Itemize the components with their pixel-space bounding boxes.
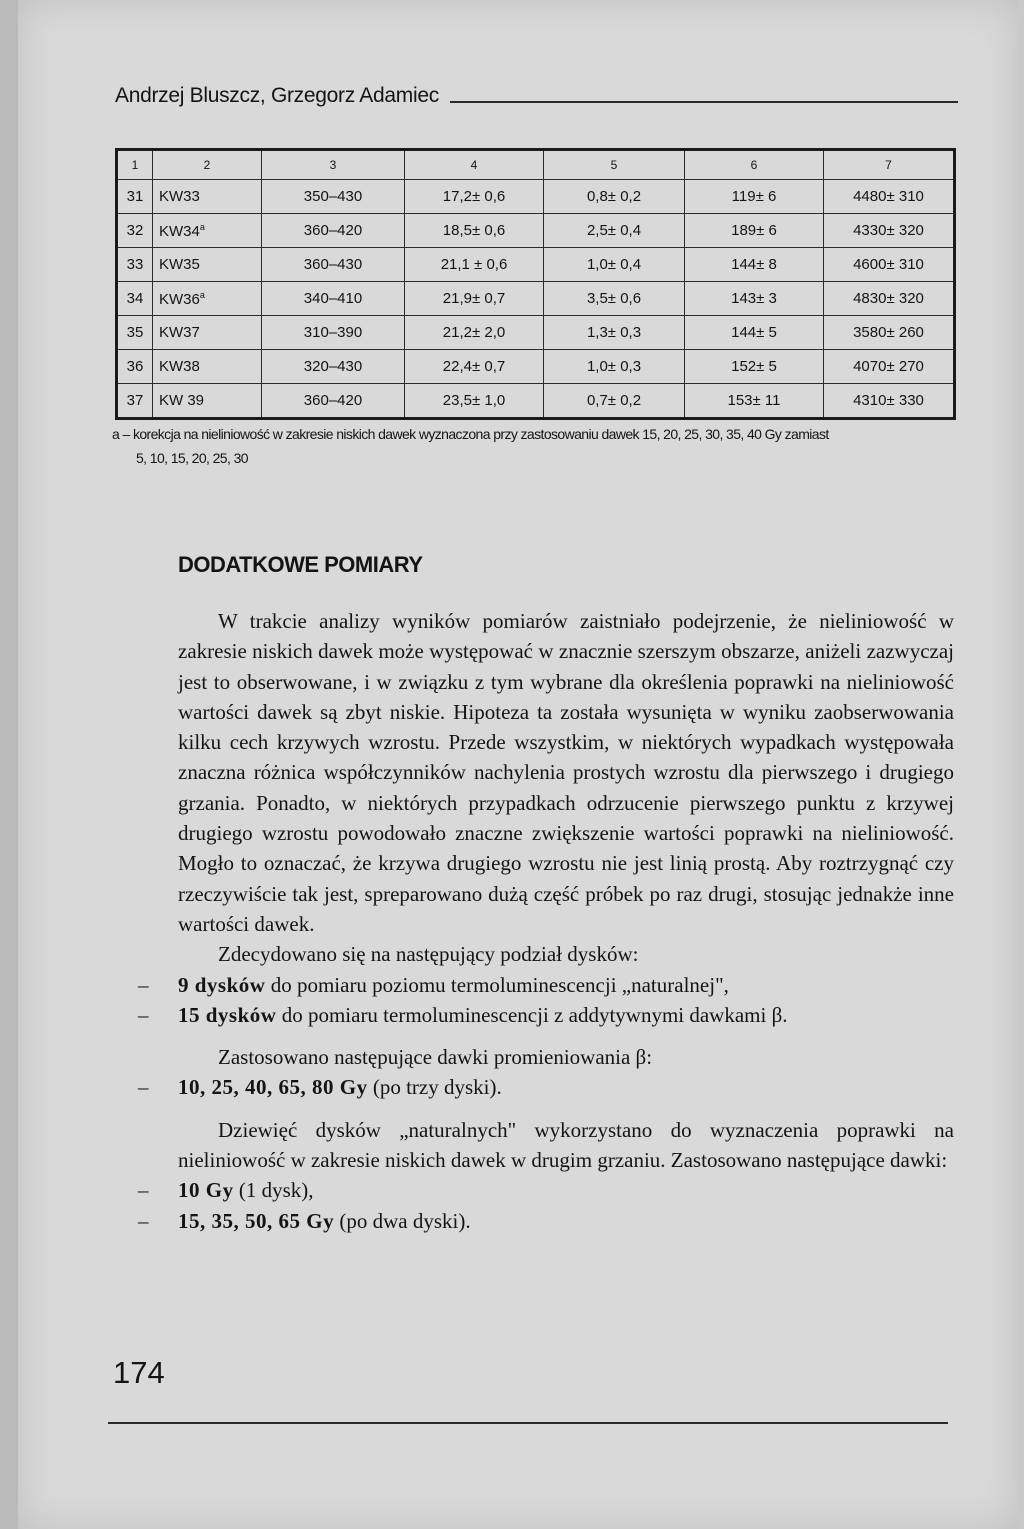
- list-item: [138, 1206, 954, 1236]
- table-cell: 1,0± 0,3: [544, 350, 685, 384]
- column-header: 1: [117, 150, 153, 180]
- table-cell: 4830± 320: [824, 282, 955, 316]
- footer-rule: [108, 1422, 948, 1424]
- table-cell: 0,8± 0,2: [544, 180, 685, 214]
- bold-term: 10 Gy: [178, 1178, 234, 1203]
- list-dash: –: [138, 1075, 149, 1100]
- table-cell: KW35: [153, 248, 262, 282]
- list-dash: –: [138, 1002, 149, 1027]
- page-number: 174: [113, 1355, 165, 1390]
- table-row: [117, 214, 955, 248]
- list-item-rest: do pomiaru termoluminescencji z addytywnymi dawkami β.: [276, 1002, 788, 1027]
- bold-term: 10, 25, 40, 65, 80 Gy: [178, 1075, 368, 1100]
- table-cell: 22,4± 0,7: [405, 350, 544, 384]
- running-head: Andrzej Bluszcz, Grzegorz Adamiec: [115, 84, 439, 107]
- page-edge: [0, 0, 18, 1529]
- list-item: [138, 1175, 954, 1205]
- table-cell: 4070± 270: [824, 350, 955, 384]
- table-row: [117, 282, 955, 316]
- sample-code: KW36: [159, 290, 200, 308]
- footnote-line: 5, 10, 15, 20, 25, 30: [136, 450, 248, 466]
- section-title: DODATKOWE POMIARY: [178, 552, 423, 577]
- table-row: [117, 248, 955, 282]
- column-header: 3: [262, 150, 405, 180]
- column-header: 5: [544, 150, 685, 180]
- table-cell: 189± 6: [685, 214, 824, 248]
- list-item-text: [178, 1000, 954, 1030]
- list-item-rest: do pomiaru poziomu termoluminescencji „naturalnej",: [265, 972, 729, 997]
- table-cell: KW38: [153, 350, 262, 384]
- list-dash: –: [138, 1178, 149, 1203]
- table-cell: 34: [117, 282, 153, 316]
- table-cell: 360–430: [262, 248, 405, 282]
- header-rule: [450, 101, 958, 103]
- list-item-rest: (po dwa dyski).: [334, 1208, 471, 1233]
- table-cell: KW37: [153, 316, 262, 350]
- spacer: [178, 1030, 954, 1042]
- table-row: [117, 180, 955, 214]
- table-cell: 3,5± 0,6: [544, 282, 685, 316]
- table-cell: 144± 8: [685, 248, 824, 282]
- table-cell: 0,7± 0,2: [544, 384, 685, 419]
- column-header: 4: [405, 150, 544, 180]
- list-item: [138, 1072, 954, 1102]
- table-cell: 21,9± 0,7: [405, 282, 544, 316]
- list-item-text: [178, 1206, 954, 1236]
- list-item-text: [178, 1072, 954, 1102]
- table-cell: 310–390: [262, 316, 405, 350]
- table-cell: 21,1 ± 0,6: [405, 248, 544, 282]
- table-cell: 350–430: [262, 180, 405, 214]
- list-dash: –: [138, 972, 149, 997]
- column-header: 2: [153, 150, 262, 180]
- table-cell: 320–430: [262, 350, 405, 384]
- table-cell: 35: [117, 316, 153, 350]
- table-cell: 21,2± 2,0: [405, 316, 544, 350]
- table-cell: 119± 6: [685, 180, 824, 214]
- paragraph: W trakcie analizy wyników pomiarów zaistniało podejrzenie, że nieliniowość w zakresie niskich dawek może występować w znacznie szerszym obszarze, aniżeli zazwyczaj jest to obserwowane, i w związku z tym wybrane dla określenia poprawki na nieliniowość wartości dawek są zbyt niskie. Hipoteza ta została wysunięta w wyniku zaobserwowania kilku cech krzywych wzrostu. Przede wszystkim, w niektórych wypadkach występowała znaczna różnica współczynników nachylenia prostych wzrostu dla pierwszego i drugiego grzania. Ponadto, w niektórych przypadkach odrzucenie pierwszego punktu z krzywej drugiego wzrostu powodowało znaczne zwiększenie wartości poprawki na nieliniowość. Mogło to oznaczać, że krzywa drugiego wzrostu nie jest linią prostą. Aby roztrzygnąć czy rzeczywiście tak jest, spreparowano dużą część próbek po raz drugi, stosując jednakże inne wartości dawek.: [178, 609, 954, 936]
- bold-term: 15, 35, 50, 65 Gy: [178, 1208, 335, 1233]
- table-cell: KW 39: [153, 384, 262, 419]
- table-cell: KW33: [153, 180, 262, 214]
- list-item: [138, 970, 954, 1000]
- spacer: [178, 1103, 954, 1115]
- table-cell: 37: [117, 384, 153, 419]
- table-cell: 4600± 310: [824, 248, 955, 282]
- table-cell: 31: [117, 180, 153, 214]
- column-header: 6: [685, 150, 824, 180]
- table-cell: 340–410: [262, 282, 405, 316]
- table-cell: 4480± 310: [824, 180, 955, 214]
- table-cell: 4330± 320: [824, 214, 955, 248]
- list-item: [138, 1000, 954, 1030]
- paragraph: Zastosowano następujące dawki promieniowania β:: [218, 1045, 653, 1070]
- table-cell: 32: [117, 214, 153, 248]
- list-item-rest: (1 dysk),: [233, 1178, 314, 1203]
- table-cell: 23,5± 1,0: [405, 384, 544, 419]
- table-row: [117, 350, 955, 384]
- table-cell: 360–420: [262, 214, 405, 248]
- list-item-rest: (po trzy dyski).: [367, 1075, 502, 1100]
- column-header: 7: [824, 150, 955, 180]
- footnote-marker: a: [199, 289, 205, 300]
- table-cell: 152± 5: [685, 350, 824, 384]
- table-cell: 18,5± 0,6: [405, 214, 544, 248]
- paragraph: Dziewięć dysków „naturalnych" wykorzystano do wyznaczenia poprawki na nieliniowość w zakresie niskich dawek w drugim grzaniu. Zastosowano następujące dawki:: [178, 1117, 954, 1173]
- table-cell: 153± 11: [685, 384, 824, 419]
- body-text: [138, 606, 954, 1236]
- table-header-row: [117, 150, 955, 180]
- table-cell: 360–420: [262, 384, 405, 419]
- table-cell: 4310± 330: [824, 384, 955, 419]
- table-cell: [153, 214, 262, 248]
- data-table: [115, 148, 956, 420]
- table-cell: 3580± 260: [824, 316, 955, 350]
- table-footnote: [112, 422, 958, 470]
- table-cell: 2,5± 0,4: [544, 214, 685, 248]
- table-cell: 1,3± 0,3: [544, 316, 685, 350]
- table-cell: 36: [117, 350, 153, 384]
- bold-term: 9 dysków: [178, 972, 266, 997]
- list-item-text: [178, 970, 954, 1000]
- table-cell: 144± 5: [685, 316, 824, 350]
- table-cell: 33: [117, 248, 153, 282]
- sample-code: KW34: [159, 222, 200, 240]
- table-cell: [153, 282, 262, 316]
- footnote-marker: a: [199, 221, 205, 232]
- paragraph: Zdecydowano się na następujący podział dysków:: [218, 942, 639, 967]
- table-cell: 17,2± 0,6: [405, 180, 544, 214]
- list-dash: –: [138, 1208, 149, 1233]
- footnote-line: a – korekcja na nieliniowość w zakresie niskich dawek wyznaczona przy zastosowaniu dawek 15, 20, 25, 30, 35, 40 Gy zamiast: [112, 426, 829, 442]
- table-row: [117, 316, 955, 350]
- table-cell: 1,0± 0,4: [544, 248, 685, 282]
- table-cell: 143± 3: [685, 282, 824, 316]
- list-item-text: [178, 1175, 954, 1205]
- bold-term: 15 dysków: [178, 1002, 277, 1027]
- table-row: [117, 384, 955, 419]
